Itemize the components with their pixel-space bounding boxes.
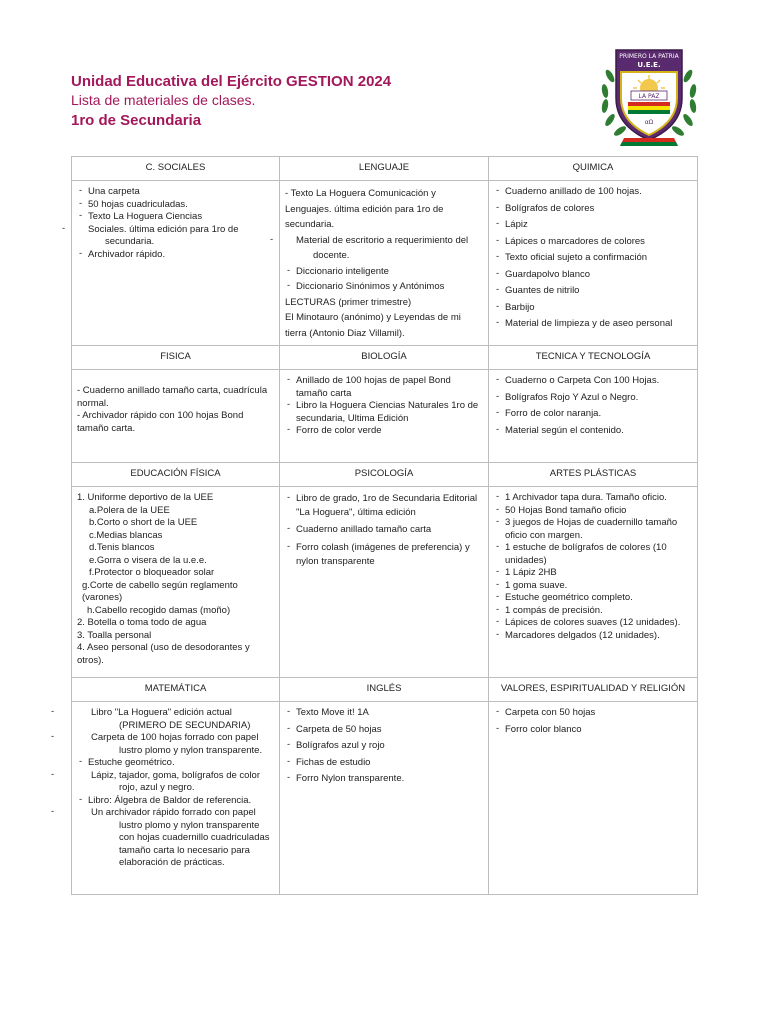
list-item: - Bolígrafos azul y rojo [285, 740, 484, 753]
materials-cell [72, 702, 280, 895]
list-item: - 1 goma suave. [494, 580, 693, 593]
materials-cell [489, 181, 698, 346]
materials-cell [280, 370, 489, 463]
list-item: - 3 juegos de Hojas de cuadernillo tamaño oficio con margen. [494, 517, 693, 542]
list-item: - Lápices de colores suaves (12 unidades). [494, 617, 693, 630]
list-item: a.Polera de la UEE [89, 504, 170, 516]
list-item: - 1 Lápiz 2HB [494, 567, 693, 580]
list-item: 1. Uniforme deportivo de la UEE [77, 492, 214, 503]
materials-cell [280, 487, 489, 678]
list-item: - 50 Hojas Bond tamaño oficio [494, 505, 693, 518]
list-item: 2. Botella o toma todo de agua [77, 617, 207, 628]
list-item: - Anillado de 100 hojas de papel Bond tamaño carta [285, 375, 484, 400]
list-item: - Texto La Hoguera Comunicación y Lenguajes. última edición para 1ro de secundaria. [285, 188, 444, 230]
list-item: - Forro Nylon transparente. [285, 773, 484, 786]
list-item: - Lápiz [494, 219, 693, 232]
crest-abbr: U.E.E. [637, 61, 661, 69]
list-item: - Cuaderno anillado tamaño carta [285, 524, 484, 537]
list-item: - Material según el contenido. [494, 425, 693, 438]
list-item: - Material de escritorio a requerimiento del docente. [285, 233, 484, 264]
materials-table [71, 156, 698, 895]
svg-text:αΩ: αΩ [644, 119, 654, 126]
list-item: - Lápices o marcadores de colores [494, 236, 693, 249]
list-item: - Libro de grado, 1ro de Secundaria Editorial "La Hoguera", última edición [285, 492, 484, 519]
subject-header: FISICA [72, 346, 280, 370]
subject-header: PSICOLOGÍA [280, 463, 489, 487]
list-item: - Sociales. última edición para 1ro de secundaria. [77, 224, 275, 249]
list-item: - Diccionario inteligente [285, 264, 484, 280]
school-crest-logo [598, 36, 700, 150]
subject-header: LENGUAJE [280, 157, 489, 181]
list-item: - Bolígrafos de colores [494, 203, 693, 216]
list-item: - Lápiz, tajador, goma, bolígrafos de color rojo, azul y negro. [77, 770, 275, 795]
list-item: - Guardapolvo blanco [494, 269, 693, 282]
subject-header: C. SOCIALES [72, 157, 280, 181]
list-item: - Barbijo [494, 302, 693, 315]
list-item: - Carpeta con 50 hojas [494, 707, 693, 720]
list-item: - Marcadores delgados (12 unidades). [494, 630, 693, 643]
materials-cell [489, 370, 698, 463]
list-item: f.Protector o bloqueador solar [89, 567, 215, 578]
list-item: g.Corte de cabello según reglamento (varones) [82, 579, 238, 603]
list-item: - Diccionario Sinónimos y Antónimos [285, 279, 484, 295]
list-item: - Una carpeta [77, 186, 275, 199]
list-item: - Estuche geométrico completo. [494, 592, 693, 605]
list-item: - Forro colash (imágenes de preferencia) y nylon transparente [285, 541, 484, 570]
list-item: - Forro de color naranja. [494, 408, 693, 421]
list-item: - Fichas de estudio [285, 757, 484, 770]
crest-city: LA PAZ [638, 93, 660, 100]
list-item: - 1 Archivador tapa dura. Tamaño oficio. [494, 492, 693, 505]
subject-header: BIOLOGÍA [280, 346, 489, 370]
list-item: - Cuaderno o Carpeta Con 100 Hojas. [494, 375, 693, 388]
list-item: - Texto La Hoguera Ciencias [77, 211, 275, 224]
materials-cell [72, 370, 280, 463]
materials-cell [280, 702, 489, 895]
list-item: - Libro la Hoguera Ciencias Naturales 1ro de secundaria, Ultima Edición [285, 400, 484, 425]
school-title: Unidad Educativa del Ejército GESTION 2024 [71, 73, 392, 90]
crest-motto: PRIMERO LA PATRIA [619, 53, 679, 60]
subject-header: TECNICA Y TECNOLOGÍA [489, 346, 698, 370]
list-item: - Forro color blanco [494, 724, 693, 737]
materials-cell [489, 487, 698, 678]
list-item: El Minotauro (anónimo) y Leyendas de mi tierra (Antonio Diaz Villamil). [285, 312, 461, 339]
document-header [71, 72, 391, 131]
list-item: - Material de limpieza y de aseo personal [494, 318, 693, 331]
list-item: - Cuaderno anillado tamaño carta, cuadrícula normal. [77, 385, 268, 409]
list-item: - Archivador rápido con 100 hojas Bond tamaño carta. [77, 410, 244, 434]
list-item: - 50 hojas cuadriculadas. [77, 199, 275, 212]
list-item: - Cuaderno anillado de 100 hojas. [494, 186, 693, 199]
list-item: - Libro: Álgebra de Baldor de referencia. [77, 795, 275, 808]
list-item: 3. Toalla personal [77, 629, 152, 641]
list-item: - Un archivador rápido forrado con papel lustro plomo y nylon transparente con hojas cuadernillo cuadriculadas tamaño carta lo necesario para elaboración de prácticas. [77, 807, 275, 870]
subject-header: VALORES, ESPIRITUALIDAD Y RELIGIÓN [489, 678, 698, 702]
list-item: - Carpeta de 100 hojas forrado con papel lustro plomo y nylon transparente. [77, 732, 275, 757]
list-item: d.Tenis blancos [89, 542, 155, 553]
list-item: - Bolígrafos Rojo Y Azul o Negro. [494, 392, 693, 405]
materials-cell [489, 702, 698, 895]
list-subtitle: Lista de materiales de clases. [71, 92, 256, 108]
list-item: 4. Aseo personal (uso de desodorantes y otros). [77, 642, 250, 666]
subject-header: QUIMICA [489, 157, 698, 181]
subject-header: INGLÉS [280, 678, 489, 702]
list-item: LECTURAS (primer trimestre) [285, 296, 412, 308]
materials-cell [280, 181, 489, 346]
list-item: - Texto oficial sujeto a confirmación [494, 252, 693, 265]
list-item: - Texto Move it! 1A [285, 707, 484, 720]
list-item: e.Gorra o visera de la u.e.e. [89, 554, 207, 566]
grade-title: 1ro de Secundaria [71, 112, 202, 129]
list-item: - Forro de color verde [285, 425, 484, 438]
subject-header: MATEMÁTICA [72, 678, 280, 702]
list-item: b.Corto o short de la UEE [89, 517, 198, 528]
list-item: - Archivador rápido. [77, 249, 275, 262]
subject-header: EDUCACIÓN FÍSICA [72, 463, 280, 487]
list-item: - Estuche geométrico. [77, 757, 275, 770]
list-item: - Guantes de nitrilo [494, 285, 693, 298]
materials-cell [72, 181, 280, 346]
list-item: h.Cabello recogido damas (moño) [87, 604, 231, 616]
list-item: - Libro "La Hoguera" edición actual (PRIMERO DE SECUNDARIA) [77, 707, 275, 732]
materials-cell [72, 487, 280, 678]
subject-header: ARTES PLÁSTICAS [489, 463, 698, 487]
list-item: - Carpeta de 50 hojas [285, 724, 484, 737]
list-item: c.Medias blancas [89, 529, 163, 541]
list-item: - 1 compás de precisión. [494, 605, 693, 618]
list-item: - 1 estuche de bolígrafos de colores (10 unidades) [494, 542, 693, 567]
